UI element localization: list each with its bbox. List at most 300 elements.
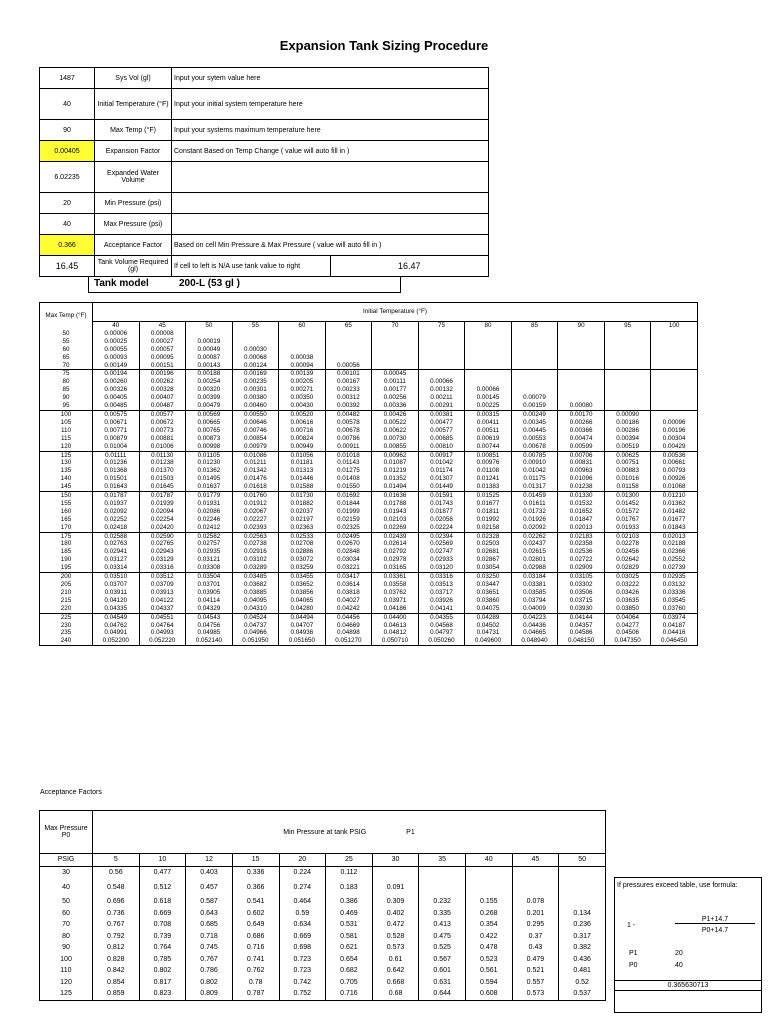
factor-value: 0.04277 [604,622,651,630]
factor-value: 0.01931 [186,500,233,508]
accept-value: 0.716 [232,942,279,954]
factor-value: 0.052200 [93,637,140,645]
factor-value: 0.00205 [279,378,326,386]
factor-value: 0.04991 [93,629,140,637]
factor-value: 0.04543 [186,613,233,621]
factor-value: 0.02246 [186,516,233,524]
factor-value: 0.01847 [558,516,605,524]
factor-empty [651,362,698,370]
factor-value: 0.03308 [186,564,233,572]
factor-value: 0.03121 [186,556,233,564]
accept-value: 0.469 [326,908,373,920]
factor-value: 0.01370 [139,467,186,475]
factor-value: 0.01811 [465,508,512,516]
factor-value: 0.00881 [139,435,186,443]
factor-empty [651,394,698,402]
factor-value: 0.04027 [325,597,372,605]
factor-col-label: 80 [465,322,512,330]
factor-value: 0.00577 [139,410,186,418]
factor-header-row [40,303,698,322]
factor-value: 0.04357 [558,622,605,630]
accept-value: 0.37 [512,931,559,943]
factor-value: 0.04993 [139,629,186,637]
accept-empty [512,878,559,896]
factor-value: 0.00672 [139,419,186,427]
factor-value: 0.01006 [139,443,186,451]
factor-value: 0.00196 [651,427,698,435]
factor-row [40,516,698,524]
factor-value: 0.04586 [558,629,605,637]
factor-value: 0.02363 [279,524,326,532]
factor-value: 0.00430 [279,402,326,410]
factor-value: 0.052220 [139,637,186,645]
factor-row [40,419,698,427]
factor-col-header: Initial Temperature (°F) [93,303,698,322]
factor-temp: 215 [40,597,93,605]
factor-value: 0.00520 [279,410,326,418]
accept-value: 0.594 [466,977,513,989]
accept-value: 0.477 [139,866,186,878]
factor-value: 0.03316 [418,573,465,581]
factor-value: 0.03850 [604,605,651,613]
factor-value: 0.02269 [372,524,419,532]
factor-value: 0.00008 [139,330,186,338]
factor-value: 0.01236 [93,459,140,467]
factor-value: 0.02533 [279,532,326,540]
factor-empty [511,370,558,378]
factor-value: 0.00550 [232,410,279,418]
accept-value: 0.422 [466,931,513,943]
factor-value: 0.00678 [511,443,558,451]
factor-empty [558,378,605,386]
factor-value: 0.01174 [418,467,465,475]
formula-p0-label: P0 [629,962,638,969]
factor-value: 0.049600 [465,637,512,645]
accept-empty [466,878,513,896]
factor-value: 0.00366 [558,427,605,435]
factor-value: 0.00090 [604,410,651,418]
factor-empty [511,386,558,394]
factor-value: 0.00716 [279,427,326,435]
factor-value: 0.01618 [232,483,279,491]
accept-value: 0.842 [93,965,140,977]
factor-value: 0.00998 [186,443,233,451]
accept-value: 0.812 [93,942,140,954]
factor-value: 0.02909 [558,564,605,572]
factor-value: 0.02067 [232,508,279,516]
accept-value: 0.336 [232,866,279,878]
factor-value: 0.01313 [279,467,326,475]
factor-temp: 145 [40,483,93,491]
factor-value: 0.00027 [139,338,186,346]
param-value: 0.366 [40,235,95,256]
factor-value: 0.00910 [511,459,558,467]
accept-value: 0.68 [372,988,419,1000]
factor-temp: 80 [40,378,93,386]
factor-value: 0.01494 [372,483,419,491]
accept-pressure: 40 [40,878,93,896]
factor-temp: 240 [40,637,93,645]
factor-value: 0.00380 [232,394,279,402]
factor-value: 0.01532 [558,500,605,508]
factor-value: 0.03651 [465,589,512,597]
factor-value: 0.04898 [325,629,372,637]
factor-value: 0.01317 [511,483,558,491]
factor-value: 0.03102 [232,556,279,564]
factor-value: 0.01937 [93,500,140,508]
factor-value: 0.00746 [232,427,279,435]
accept-value: 0.634 [279,919,326,931]
factor-value: 0.00233 [325,386,372,394]
factor-value: 0.03259 [279,564,326,572]
factor-empty [465,378,512,386]
factor-value: 0.01111 [93,451,140,459]
accept-value: 0.785 [139,954,186,966]
factor-value: 0.00056 [325,362,372,370]
tank-model-label: Tank model [94,278,149,289]
factor-value: 0.00553 [511,435,558,443]
factor-value: 0.01352 [372,475,419,483]
factor-row [40,435,698,443]
acceptance-factor-table [39,810,606,1001]
factor-value: 0.00706 [558,451,605,459]
factor-value: 0.02418 [93,524,140,532]
factor-value: 0.00949 [279,443,326,451]
factor-empty [511,338,558,346]
factor-value: 0.01503 [139,475,186,483]
accept-value: 0.478 [466,942,513,954]
accept-value: 0.481 [559,965,606,977]
factor-value: 0.03635 [604,597,651,605]
accept-pressure: 30 [40,866,93,878]
factor-value: 0.00139 [279,370,326,378]
factor-temp: 230 [40,622,93,630]
factor-empty [232,330,279,338]
factor-value: 0.00926 [651,475,698,483]
accept-value: 0.78 [232,977,279,989]
accept-value: 0.402 [372,908,419,920]
factor-temp: 120 [40,443,93,451]
factor-value: 0.00831 [558,459,605,467]
param-value: 40 [40,89,95,120]
factor-row [40,508,698,516]
accept-value: 0.457 [186,878,233,896]
factor-value: 0.00599 [558,443,605,451]
factor-value: 0.00312 [325,394,372,402]
factor-row [40,378,698,386]
factor-empty [604,378,651,386]
factor-value: 0.04669 [325,622,372,630]
factor-value: 0.04985 [186,629,233,637]
factor-value: 0.047350 [604,637,651,645]
factor-empty [372,362,419,370]
factor-value: 0.03510 [93,573,140,581]
param-value: 20 [40,193,95,214]
factor-col-label: 60 [279,322,326,330]
factor-value: 0.03504 [186,573,233,581]
accept-value: 0.531 [326,919,373,931]
factor-value: 0.02393 [232,524,279,532]
factor-value: 0.01999 [325,508,372,516]
factor-temp: 160 [40,508,93,516]
factor-value: 0.01368 [93,467,140,475]
accept-value: 0.767 [186,954,233,966]
accept-empty [419,878,466,896]
factor-value: 0.01843 [651,524,698,532]
accept-row [40,908,606,920]
factor-empty [604,330,651,338]
factor-value: 0.04756 [186,622,233,630]
factor-empty [372,338,419,346]
factor-empty [418,346,465,354]
accept-value: 0.464 [279,896,326,908]
accept-value: 0.642 [372,965,419,977]
accept-header-row [40,811,606,854]
accept-value: 0.523 [466,954,513,966]
factor-value: 0.04144 [558,613,605,621]
factor-value: 0.00301 [232,386,279,394]
factor-value: 0.02670 [325,540,372,548]
accept-value: 0.268 [466,908,513,920]
factor-empty [511,330,558,338]
factor-value: 0.00326 [93,386,140,394]
factor-value: 0.04329 [186,605,233,613]
tank-volume-alt: 16.47 [330,256,489,277]
factor-value: 0.01482 [651,508,698,516]
accept-value: 0.802 [186,977,233,989]
factor-value: 0.01211 [232,459,279,467]
factor-value: 0.03614 [325,581,372,589]
factor-value: 0.00249 [511,410,558,418]
accept-value: 0.295 [512,919,559,931]
accept-value: 0.183 [326,878,373,896]
factor-empty [604,370,651,378]
factor-value: 0.00096 [651,419,698,427]
page-title: Expansion Tank Sizing Procedure [279,38,489,53]
factor-value: 0.01933 [604,524,651,532]
factor-value: 0.03222 [604,581,651,589]
factor-value: 0.02278 [604,540,651,548]
factor-empty [604,346,651,354]
factor-value: 0.00485 [93,402,140,410]
accept-value: 0.718 [186,931,233,943]
factor-empty [465,330,512,338]
accept-value: 0.601 [419,965,466,977]
accept-col-label: 20 [279,854,326,867]
factor-value: 0.03760 [651,605,698,613]
factor-value: 0.01844 [325,500,372,508]
accept-row [40,977,606,989]
factor-value: 0.048940 [511,637,558,645]
factor-value: 0.02935 [186,548,233,556]
factor-value: 0.00291 [418,402,465,410]
factor-value: 0.00080 [558,402,605,410]
accept-pressure: 50 [40,896,93,908]
factor-temp: 105 [40,419,93,427]
factor-value: 0.00315 [465,410,512,418]
factor-temp: 60 [40,346,93,354]
factor-value: 0.03129 [139,556,186,564]
factor-value: 0.02328 [465,532,512,540]
factor-value: 0.02252 [93,516,140,524]
formula-one-minus: 1 - [627,922,636,929]
factor-value: 0.00671 [93,419,140,427]
accept-value: 0.802 [139,965,186,977]
factor-value: 0.02615 [511,548,558,556]
factor-value: 0.00286 [604,427,651,435]
accept-pressure: 100 [40,954,93,966]
param-label: Expansion Factor [95,141,172,162]
factor-temp: 165 [40,516,93,524]
factor-empty [511,346,558,354]
factor-value: 0.00066 [465,386,512,394]
factor-value: 0.01591 [418,492,465,500]
factor-row [40,346,698,354]
factor-value: 0.00460 [232,402,279,410]
tank-volume-note: If cell to left is N/A use tank value to right [172,256,331,277]
factor-col-label: 100 [651,322,698,330]
factor-empty [372,330,419,338]
formula-box [614,877,762,1013]
factor-value: 0.01275 [325,467,372,475]
factor-value: 0.03974 [651,613,698,621]
param-value: 0.00405 [40,141,95,162]
factor-value: 0.00522 [372,419,419,427]
param-note: Based on cell Min Pressure & Max Pressure ( value will auto fill in ) [172,235,489,256]
factor-row [40,573,698,581]
factor-value: 0.03361 [372,573,419,581]
factor-value: 0.04966 [232,629,279,637]
factor-row [40,394,698,402]
accept-value: 0.752 [279,988,326,1000]
factor-value: 0.02801 [511,556,558,564]
param-row [40,193,489,214]
factor-empty [511,362,558,370]
accept-value: 0.541 [232,896,279,908]
factor-value: 0.01330 [558,492,605,500]
factor-value: 0.02092 [93,508,140,516]
factor-value: 0.01241 [465,475,512,483]
factor-value: 0.01912 [232,500,279,508]
factor-empty [604,362,651,370]
accept-value: 0.643 [186,908,233,920]
factor-empty [465,338,512,346]
accept-value: 0.685 [186,919,233,931]
tank-volume-label: Tank Volume Required (gl) [95,256,172,277]
factor-col-label: 40 [93,322,140,330]
factor-value: 0.02552 [651,556,698,564]
factor-value: 0.02183 [558,532,605,540]
factor-value: 0.02848 [325,548,372,556]
accept-value: 0.382 [559,942,606,954]
factor-row [40,492,698,500]
factor-value: 0.00979 [232,443,279,451]
factor-empty [651,346,698,354]
factor-value: 0.03905 [186,589,233,597]
factor-value: 0.03926 [418,597,465,605]
factor-value: 0.03794 [511,597,558,605]
factor-value: 0.00785 [511,451,558,459]
factor-value: 0.02757 [186,540,233,548]
factor-temp: 50 [40,330,93,338]
factor-value: 0.00328 [139,386,186,394]
accept-value: 0.61 [372,954,419,966]
factor-value: 0.01056 [279,451,326,459]
factor-value: 0.04613 [372,622,419,630]
accept-col-label: 35 [419,854,466,867]
factor-value: 0.00411 [465,419,512,427]
accept-col-label: 50 [559,854,606,867]
factor-value: 0.04337 [139,605,186,613]
factor-value: 0.01307 [418,475,465,483]
factor-value: 0.03447 [465,581,512,589]
factor-value: 0.00619 [465,435,512,443]
factor-value: 0.00169 [232,370,279,378]
factor-value: 0.00392 [325,402,372,410]
accept-col-label: 5 [93,854,140,867]
factor-value: 0.03336 [651,589,698,597]
factor-value: 0.01550 [325,483,372,491]
accept-value: 0.091 [372,878,419,896]
factor-value: 0.02037 [279,508,326,516]
factor-value: 0.01525 [465,492,512,500]
factor-value: 0.03707 [93,581,140,589]
factor-value: 0.03034 [325,556,372,564]
factor-value: 0.00665 [186,419,233,427]
factor-row [40,338,698,346]
factor-row [40,386,698,394]
accept-row [40,919,606,931]
factor-value: 0.03417 [325,573,372,581]
accept-value: 0.809 [186,988,233,1000]
factor-temp: 180 [40,540,93,548]
factor-temp: 225 [40,613,93,621]
factor-value: 0.00132 [418,386,465,394]
factor-value: 0.00616 [279,419,326,427]
accept-value: 0.537 [559,988,606,1000]
factor-value: 0.04280 [279,605,326,613]
factor-value: 0.00854 [232,435,279,443]
accept-empty [559,878,606,896]
factor-empty [604,354,651,362]
factor-value: 0.00038 [279,354,326,362]
factor-value: 0.03652 [279,581,326,589]
factor-temp: 140 [40,475,93,483]
factor-empty [651,338,698,346]
factor-value: 0.02197 [279,516,326,524]
accept-col-label: 45 [512,854,559,867]
factor-value: 0.03558 [372,581,419,589]
accept-value: 0.155 [466,896,513,908]
factor-value: 0.02439 [372,532,419,540]
factor-row [40,500,698,508]
param-label: Max Temp (°F) [95,120,172,141]
param-value: 6.02235 [40,162,95,193]
accept-col-label: 15 [232,854,279,867]
factor-value: 0.01449 [418,483,465,491]
accept-value: 0.472 [372,919,419,931]
factor-col-label: 85 [511,322,558,330]
factor-value: 0.00879 [93,435,140,443]
accept-value: 0.43 [512,942,559,954]
formula-note: If pressures exceed table, use formula: [617,882,738,889]
factor-value: 0.04665 [511,629,558,637]
factor-value: 0.01572 [604,508,651,516]
factor-value: 0.01143 [325,459,372,467]
factor-col-label: 45 [139,322,186,330]
factor-value: 0.046450 [651,637,698,645]
factor-row [40,605,698,613]
